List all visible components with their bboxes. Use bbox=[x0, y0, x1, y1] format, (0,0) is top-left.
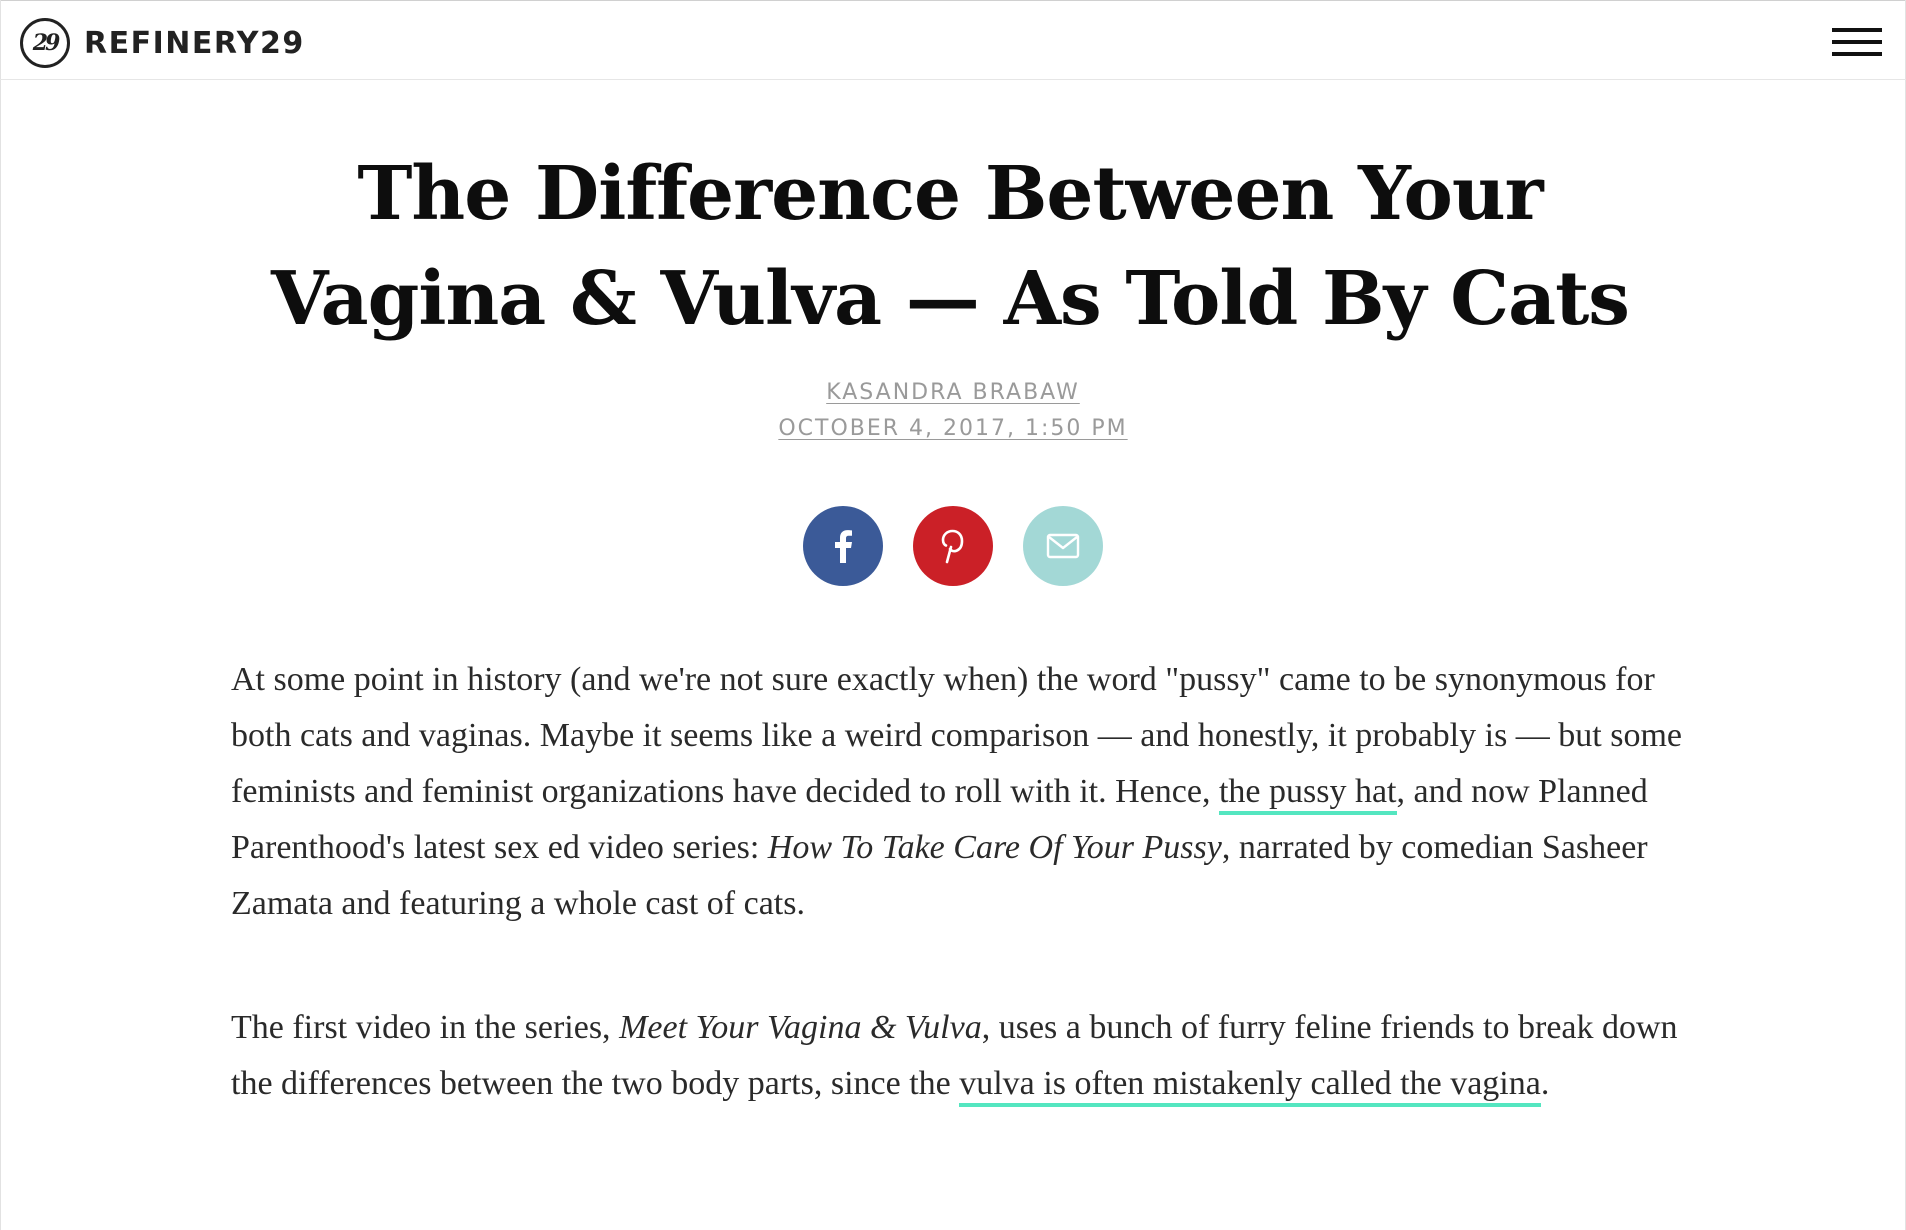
hamburger-menu-button[interactable] bbox=[1832, 24, 1882, 60]
paragraph-text: . bbox=[1540, 1065, 1550, 1102]
pinterest-icon bbox=[940, 528, 966, 564]
series-title-emphasis: How To Take Care Of Your Pussy bbox=[767, 829, 1222, 866]
hamburger-line-icon bbox=[1832, 40, 1882, 44]
logo-wordmark: REFINERY29 bbox=[84, 25, 305, 61]
article-paragraph bbox=[231, 1000, 1691, 1112]
facebook-icon bbox=[832, 529, 854, 563]
paragraph-text: , and now Planned Parenthood's latest sex ed video series: bbox=[231, 773, 1648, 866]
hamburger-line-icon bbox=[1832, 28, 1882, 32]
window-left-border bbox=[0, 0, 1, 1230]
share-pinterest-button[interactable] bbox=[913, 506, 993, 586]
vulva-vagina-link[interactable]: vulva is often mistakenly called the vagina bbox=[959, 1065, 1541, 1107]
article-paragraph bbox=[231, 652, 1691, 932]
site-logo[interactable] bbox=[20, 18, 305, 68]
share-facebook-button[interactable] bbox=[803, 506, 883, 586]
share-email-button[interactable] bbox=[1023, 506, 1103, 586]
email-icon bbox=[1046, 533, 1080, 559]
logo-mark-icon: 29 bbox=[20, 18, 70, 68]
paragraph-text: At some point in history (and we're not sure exactly when) the word "pussy" came to be synonymous for both cats and vaginas. Maybe it seems like a weird comparison — and honestly, it probably is — but some feminists and feminist organizations have decided to roll with it. Hence, bbox=[231, 661, 1683, 810]
pussy-hat-link[interactable]: the pussy hat bbox=[1219, 773, 1397, 815]
article-title: The Difference Between Your Vagina & Vulva — As Told By Cats bbox=[271, 151, 1629, 342]
paragraph-text: , uses a bunch of furry feline friends to break down the differences between the two body parts, since the bbox=[231, 1009, 1678, 1102]
hamburger-line-icon bbox=[1832, 52, 1882, 56]
video-title-emphasis: Meet Your Vagina & Vulva bbox=[619, 1009, 982, 1046]
article-date-line bbox=[0, 416, 1906, 441]
author-link[interactable]: KASANDRA BRABAW bbox=[826, 380, 1080, 405]
share-bar bbox=[0, 506, 1906, 586]
article-author-line bbox=[0, 380, 1906, 405]
article-body bbox=[231, 652, 1691, 1180]
paragraph-text: , narrated by comedian Sasheer Zamata and featuring a whole cast of cats. bbox=[231, 829, 1648, 922]
paragraph-text: The first video in the series, bbox=[231, 1009, 620, 1046]
site-header bbox=[0, 0, 1906, 80]
date-link[interactable]: OCTOBER 4, 2017, 1:50 PM bbox=[778, 416, 1128, 441]
